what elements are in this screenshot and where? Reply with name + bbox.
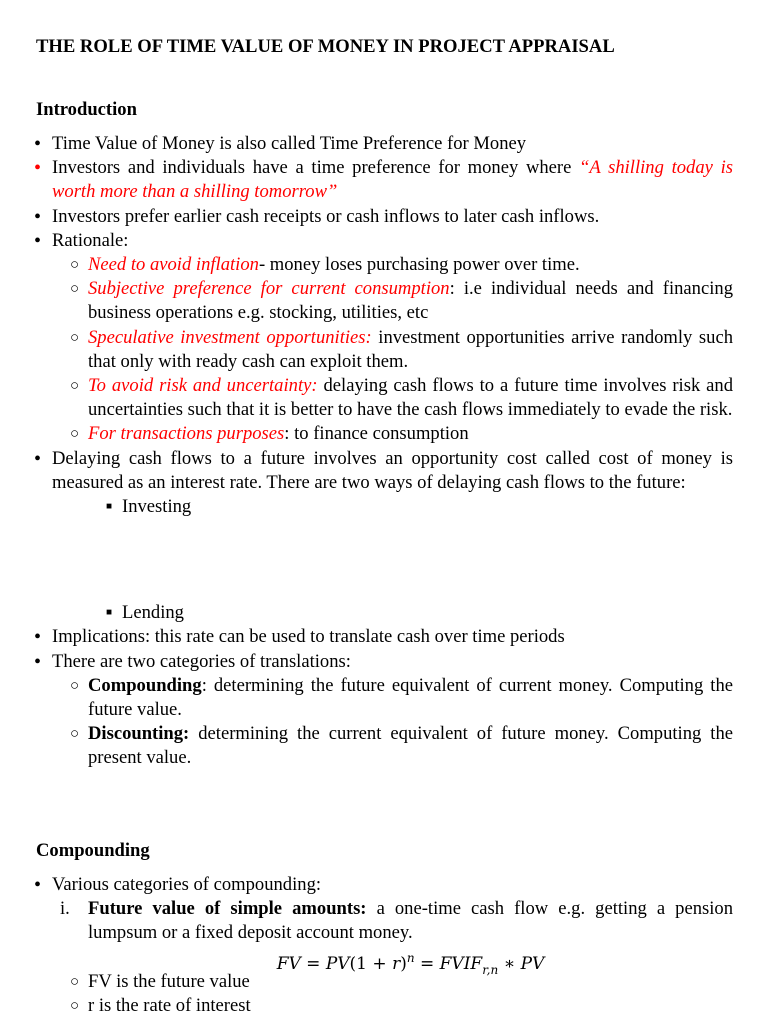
rationale-term: To avoid risk and uncertainty: [88,375,318,397]
circle-bullet-icon: ○ [70,677,80,694]
rationale-text: delaying cash flows to a future time involves risk and uncertainties such that it is better to have the cash flows immediately to evade the risk. [88,375,733,421]
way-text: Investing [122,496,192,518]
translation-text: determining the current equivalent of future money. Computing the present value. [88,723,733,769]
rationale-text: : i.e individual needs and financing business operations e.g. stocking, utilities, etc [88,278,733,324]
circle-bullet-icon: ○ [70,329,80,346]
rationale-term: Speculative investment opportunities: [88,326,372,348]
square-bullet-icon: ■ [106,607,113,619]
circle-bullet-icon: ○ [70,426,80,443]
introduction-heading: Introduction [36,99,137,120]
translation-item [70,722,733,770]
circle-bullet-icon: ○ [70,973,80,990]
definition-text: r is the rate of interest [88,995,251,1016]
rationale-text: : to finance consumption [284,423,469,445]
sub-text: a one-time cash flow e.g. getting a pension lumpsum or a fixed deposit account money. [88,898,734,944]
translation-term: Discounting: [88,723,190,745]
list-item-text: Time Value of Money is also called Time Preference for Money [52,133,527,154]
rationale-term: Subjective preference for current consumption [88,278,450,300]
red-bullet-icon: • [34,157,42,180]
list-item-text: Implications: this rate can be used to translate cash over time periods [52,626,565,648]
sub-term: Future value of simple amounts: [88,898,367,920]
circle-bullet-icon: ○ [70,281,80,298]
list-item-text: Rationale: [52,229,129,251]
bullet-icon: • [34,626,42,649]
list-item [34,873,733,897]
list-item [34,650,733,674]
compounding-heading: Compounding [36,840,150,861]
list-item-text: Investors and individuals have a time preference for money where [52,157,580,179]
rationale-item [70,422,733,446]
bullet-icon: • [34,874,42,896]
list-item-text: There are two categories of translations: [52,650,351,672]
rationale-text: investment opportunities arrive randomly such that only with ready cash can exploit them. [88,326,733,372]
definition-item [70,970,733,994]
bullet-icon: • [34,229,42,252]
circle-bullet-icon: ○ [70,726,80,743]
definition-item [70,994,733,1018]
rationale-item [70,253,733,277]
translation-item [70,674,733,722]
circle-bullet-icon: ○ [70,998,80,1014]
circle-bullet-icon: ○ [70,378,80,395]
rationale-item [70,326,733,374]
bullet-icon: • [34,447,42,470]
blank-space [0,519,768,601]
bullet-icon: • [34,133,42,155]
rationale-text: - money loses purchasing power over time. [258,254,580,276]
list-item [34,205,733,229]
way-item [106,495,733,519]
future-value-formula: FV = $PV(1 + r)^n$ = $FVIF_{r,n}$ ∗ PV [276,950,545,977]
bullet-icon: • [34,650,42,673]
list-item [34,625,733,649]
list-item-text: Various categories of compounding: [52,874,322,895]
roman-numeral: i. [60,898,70,920]
translation-term: Compounding [88,674,202,696]
introduction-list [0,132,768,771]
document-title: THE ROLE OF TIME VALUE OF MONEY IN PROJECT APPRAISAL [36,36,615,57]
rationale-term: Need to avoid inflation [88,254,259,276]
definition-text: FV is the future value [88,970,250,992]
translation-text: : determining the future equivalent of current money. Computing the future value. [88,674,733,721]
rationale-item [70,374,733,422]
way-text: Lending [122,602,184,624]
list-item [34,156,733,204]
list-item [34,229,733,253]
list-item [34,132,733,156]
compounding-list [0,873,768,1018]
rationale-item [70,277,733,325]
quote-text: “A shilling today is worth more than a shilling tomorrow” [52,157,733,203]
list-item-text: Investors prefer earlier cash receipts or cash inflows to later cash inflows. [52,205,600,227]
list-item-text: Delaying cash flows to a future involves an opportunity cost called cost of money is measured as an interest rate. There are two ways of delaying cash flows to the future: [52,447,733,493]
rationale-term: For transactions purposes [88,423,285,445]
circle-bullet-icon: ○ [70,257,80,274]
way-item [106,601,733,625]
square-bullet-icon: ■ [106,501,113,513]
list-item [34,447,733,495]
bullet-icon: • [34,205,42,228]
roman-item [60,897,734,945]
